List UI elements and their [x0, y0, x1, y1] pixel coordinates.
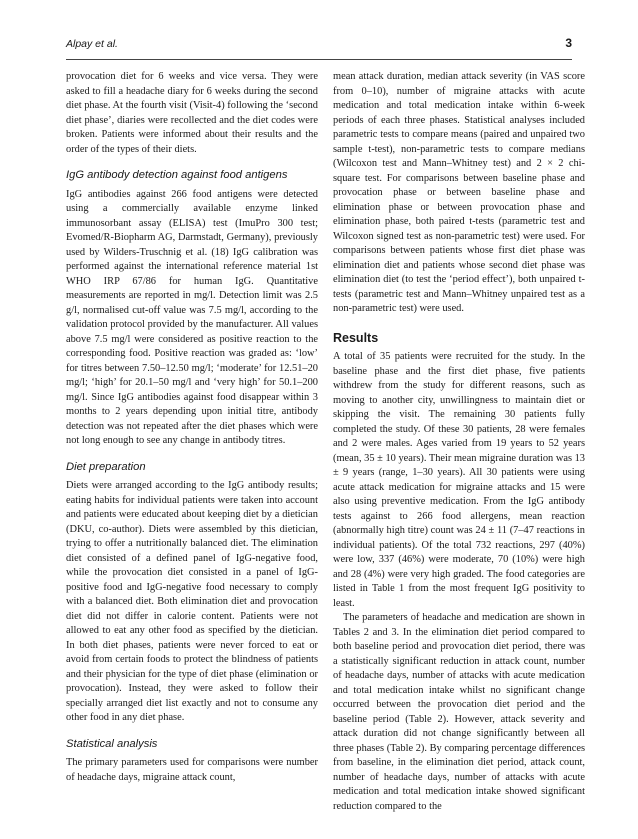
paragraph-diet-preparation: Diets were arranged according to the IgG antibody results; eating habits for individual patients were taken into account and patients were educated about keeping diet by a dietician (DKU, co-author). Diets were assembled by this dietician, trying to offer a nutritionally balanced diet. The elimination diet consisted of a defined panel of IgG-negative food, while the provocation diet consisted in a panel of IgG-positive food and IgG-negative food necessary to comply with a balanced diet. Both elimination diet and provocation diet did not differ in calorie content. Patients were not allowed to eat any other food as specified by the dietician. In both diet phases, patients were never forced to eat or avoid from certain foods to protect the blindness of patients and their physician for the type of diet phase (elimination or provocation). Instead, they were asked to follow their specially arranged diet list exactly and not to consume any other food in any diet phase.: [66, 480, 318, 723]
subheading-diet-preparation: Diet preparation: [66, 460, 146, 473]
paragraph-intro: provocation diet for 6 weeks and vice versa. They were asked to fill a headache diary for 6 weeks during the second diet phase. At the fourth visit (Visit-4) following the ‘second diet phase’, diaries were recollected and the diet codes were broken. Patients were informed about their results and the order of the types of their diets.: [66, 71, 318, 155]
right-column: [333, 70, 585, 814]
running-head-authors: Alpay et al.: [66, 38, 118, 50]
subheading-statistical-analysis: Statistical analysis: [66, 737, 158, 750]
section-heading-results: Results: [333, 330, 379, 345]
paragraph-results-1: A total of 35 patients were recruited for the study. In the baseline phase and the first diet phase, five patients withdrew from the study for different reasons, such as moving to another city, unwillingness to maintain diet or skipping the visit. The remaining 30 patients fully completed the study. Of these 30 patients, 28 were females and 2 were males. Ages varied from 19 years to 52 years (mean, 35 ± 10 years). Their mean migraine duration was 13 ± 9 years (range, 1–30 years). All 30 patients were using acute attack medication for migraine attacks and 15 were also using preventive medication. From the IgG antibody tests against to 266 food allergens, mean reaction (abnormally high titre) count was 24 ± 11 (7–47 reactions in individual patients). Of the total 732 reactions, 297 (40%) were low, 337 (46%) were moderate, 70 (10%) were high and 28 (4%) were very high graded. The food categories are listed in Table 1 from the most frequent IgG positivity to least.: [333, 351, 585, 609]
header-rule: [66, 59, 572, 60]
paragraph-statistical-analysis-continued: mean attack duration, median attack severity (in VAS score from 0–10), number of migraine attacks with acute medication and total medication intake within 6-week periods of each three phases. Statistical analyses included parametric tests to compare means (paired and unpaired two sample t-test), non-parametric tests to compare medians (Wilcoxon test and Mann–Whitney test) and 2 × 2 chi-square test. For comparisons between baseline phase and provocation phase or between baseline phase and elimination phase or between provocation phase and elimination phase, both paired t-tests (parametric test and Wilcoxon signed test as non-parametric test) were used. For comparisons between patients whose first diet phase was elimination diet and patients whose second diet phase was elimination diet (to test the ‘period effect’), both unpaired t-tests (parametric test and Mann–Whitney unpaired test as a non-parametric test) were used.: [333, 71, 585, 314]
left-column: [66, 70, 318, 785]
running-head: [66, 38, 572, 54]
paragraph-igg-detection: IgG antibodies against 266 food antigens were detected using a commercially available enzyme linked immunosorbant assay (ELISA) test (ImuPro 300 test; Evomed/R-Biopharm AG, Darmstadt, Germany), previously used by Wilders-Truschnig et al. (18) IgG calibration was performed against the international reference material 1st WHO IRP 67/86 for human IgG. Quantitative measurements are reported in mg/l. Detection limit was 2.5 g/l, normalised cut-off value was 7.5 mg/l, according to the validation protocol provided by the manufacturer. All values above 7.5 mg/l were considered as positive reaction to the corresponding food. Positive reaction was graded as: ‘low’ for titres between 7.50–12.50 mg/l; ‘moderate’ for 12.51–20 mg/l; ‘high’ for 20.1–50 mg/l and ‘very high’ for 50.1–200 mg/l. Since IgG antibodies against food disappear within 3 months to 2 years depending upon initial titre, antibody detection was not repeated after the diet phases which were not long enough to see any change in antibody titres.: [66, 188, 318, 446]
page-number: 3: [565, 36, 572, 50]
paragraph-results-2: The parameters of headache and medication are shown in Tables 2 and 3. In the elimination diet period compared to both baseline period and provocation diet period, there was a statistically significant reduction in attack count, number of headache days, number of attacks with acute medication and total medication intake whilst no significant change occurred between the provocation diet period and the baseline period (Table 2). However, attack severity and attack duration did not change significantly between all three phases (Table 2). By comparing percentage differences from baseline, in the elimination diet period, attack count, number of headache days, number of attacks with acute medication and total medication intake showed significant reduction compared to the: [333, 612, 585, 812]
subheading-igg-detection: IgG antibody detection against food antigens: [66, 169, 288, 181]
paragraph-statistical-analysis: The primary parameters used for comparisons were number of headache days, migraine attack count,: [66, 757, 318, 783]
